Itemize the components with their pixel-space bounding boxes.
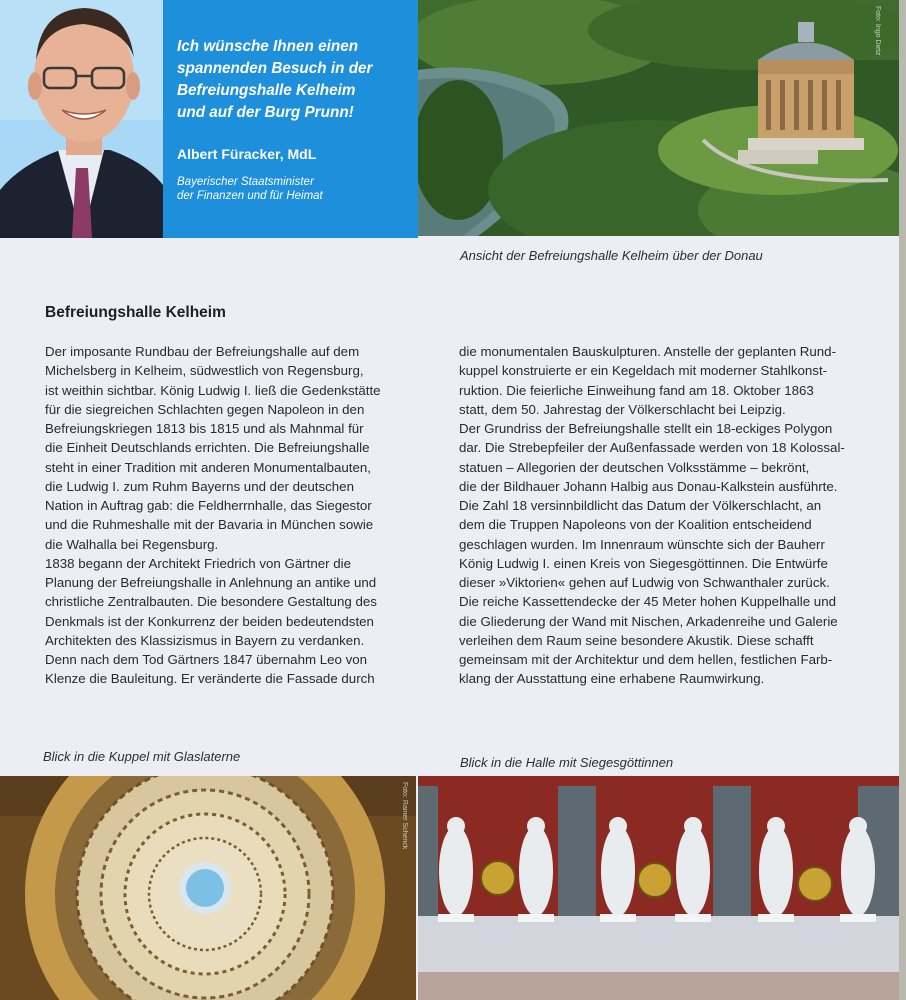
article-line: die der Bildhauer Johann Halbig aus Donau-Kalkstein ausführte. <box>459 478 838 494</box>
greeting-panel <box>0 0 418 238</box>
article-line: Michelsberg in Kelheim, südwestlich von Regensburg, <box>45 363 364 379</box>
article-line: Der imposante Rundbau der Befreiungshalle auf dem <box>45 344 360 359</box>
article-line: dem die Truppen Napoleons von der Koalition entscheidend <box>459 517 812 533</box>
article-line: Planung der Befreiungshalle in Anlehnung an antike und <box>45 575 377 590</box>
minister-role <box>177 175 323 203</box>
caption-hall: Blick in die Halle mit Siegesgöttinnen <box>460 755 674 770</box>
article-line: statuen – Allegorien der deutschen Volksstämme – bekrönt, <box>459 459 810 475</box>
article-column-left <box>45 342 381 689</box>
article-column-right <box>459 342 845 689</box>
article-line: Der Grundriss der Befreiungshalle stellt ein 18-eckiges Polygon <box>459 421 833 436</box>
article-line: die Walhalla bei Regensburg. <box>45 536 219 552</box>
caption-dome: Blick in die Kuppel mit Glaslaterne <box>43 749 241 764</box>
quote-line: Befreiungshalle Kelheim <box>177 82 356 99</box>
article-line: steht in einer Tradition mit anderen Monumentalbauten, <box>45 459 371 475</box>
article-line: die Einheit Deutschlands errichten. Die Befreiungshalle <box>45 440 370 456</box>
quote-line: spannenden Besuch in der <box>177 60 373 77</box>
hall-goddesses-photo <box>418 776 899 1000</box>
quote-line: Ich wünsche Ihnen einen <box>177 38 359 55</box>
article-line: Die Zahl 18 versinnbildlicht das Datum der Völkerschlacht, an <box>459 498 822 513</box>
article-line: christliche Zentralbauten. Die besondere Gestaltung des <box>45 594 377 610</box>
caption-aerial: Ansicht der Befreiungshalle Kelheim über der Donau <box>460 248 763 263</box>
article-line: Nation in Auftrag gab: die Feldherrnhalle, das Siegestor <box>45 498 372 513</box>
article-line: geschlagen wurden. Im Innenraum wünschte sich der Bauherr <box>459 536 825 552</box>
article-line: 1838 begann der Architekt Friedrich von Gärtner die <box>45 555 352 571</box>
aerial-befreiungshalle-photo <box>418 0 899 236</box>
role-line: der Finanzen und für Heimat <box>177 190 323 202</box>
role-line: Bayerischer Staatsminister <box>177 176 314 188</box>
article-line: und die Ruhmeshalle mit der Bavaria in München sowie <box>45 517 374 533</box>
photo-credit: Foto: Rainer Schenck <box>401 782 408 850</box>
greeting-quote <box>177 36 407 124</box>
article-line: dar. Die Strebepfeiler der Außenfassade werden von 18 Kolossal- <box>459 440 845 456</box>
minister-name: Albert Füracker, MdL <box>177 146 317 162</box>
article-line: ist weithin sichtbar. König Ludwig I. ließ die Gedenkstätte <box>45 382 381 398</box>
article-line: für die siegreichen Schlachten gegen Napoleon in den <box>45 401 365 417</box>
article-line: Die reiche Kassettendecke der 45 Meter hohen Kuppelhalle und <box>459 594 836 610</box>
quote-line: und auf der Burg Prunn! <box>177 104 354 121</box>
article-line: ruktion. Die feierliche Einweihung fand am 18. Oktober 1863 <box>459 382 814 398</box>
article-line: kuppel konstruierte er ein Kegeldach mit moderner Stahlkonst- <box>459 363 828 379</box>
article-line: Denn nach dem Tod Gärtners 1847 übernahm Leo von <box>45 652 368 667</box>
article-line: statt, dem 50. Jahrestag der Völkerschlacht bei Leipzig. <box>459 401 786 417</box>
minister-portrait-photo <box>0 0 163 238</box>
article-line: dieser »Viktorien« gehen auf Ludwig von Schwanthaler zurück. <box>459 575 830 590</box>
article-line: die Gliederung der Wand mit Nischen, Arkadenreihe und Galerie <box>459 613 838 629</box>
article-line: Befreiungskriegen 1813 bis 1815 und als Mahnmal für <box>45 421 364 436</box>
photo-credit: Foto: Ingo Dietz <box>874 6 881 56</box>
page-edge <box>899 0 906 1000</box>
article-line: Klenze die Bauleitung. Er veränderte die Fassade durch <box>45 671 375 687</box>
dome-interior-photo <box>0 776 416 1000</box>
article-line: die Ludwig I. zum Ruhm Bayerns und der deutschen <box>45 478 354 494</box>
article-line: klang der Ausstattung eine erhabene Raumwirkung. <box>459 671 765 687</box>
article-line: die monumentalen Bauskulpturen. Anstelle der geplanten Rund- <box>459 344 836 359</box>
article-line: gemeinsam mit der Architektur und dem hellen, festlichen Farb- <box>459 652 833 667</box>
article-line: verleihen dem Raum seine besondere Akustik. Diese schafft <box>459 632 814 648</box>
article-line: König Ludwig I. einen Kreis von Siegesgöttinnen. Die Entwürfe <box>459 555 828 571</box>
article-line: Architekten des Klassizismus in Bayern zu verdanken. <box>45 632 365 648</box>
article-line: Denkmals ist der Konkurrenz der beiden bedeutendsten <box>45 613 374 629</box>
article-title: Befreiungshalle Kelheim <box>45 304 226 321</box>
